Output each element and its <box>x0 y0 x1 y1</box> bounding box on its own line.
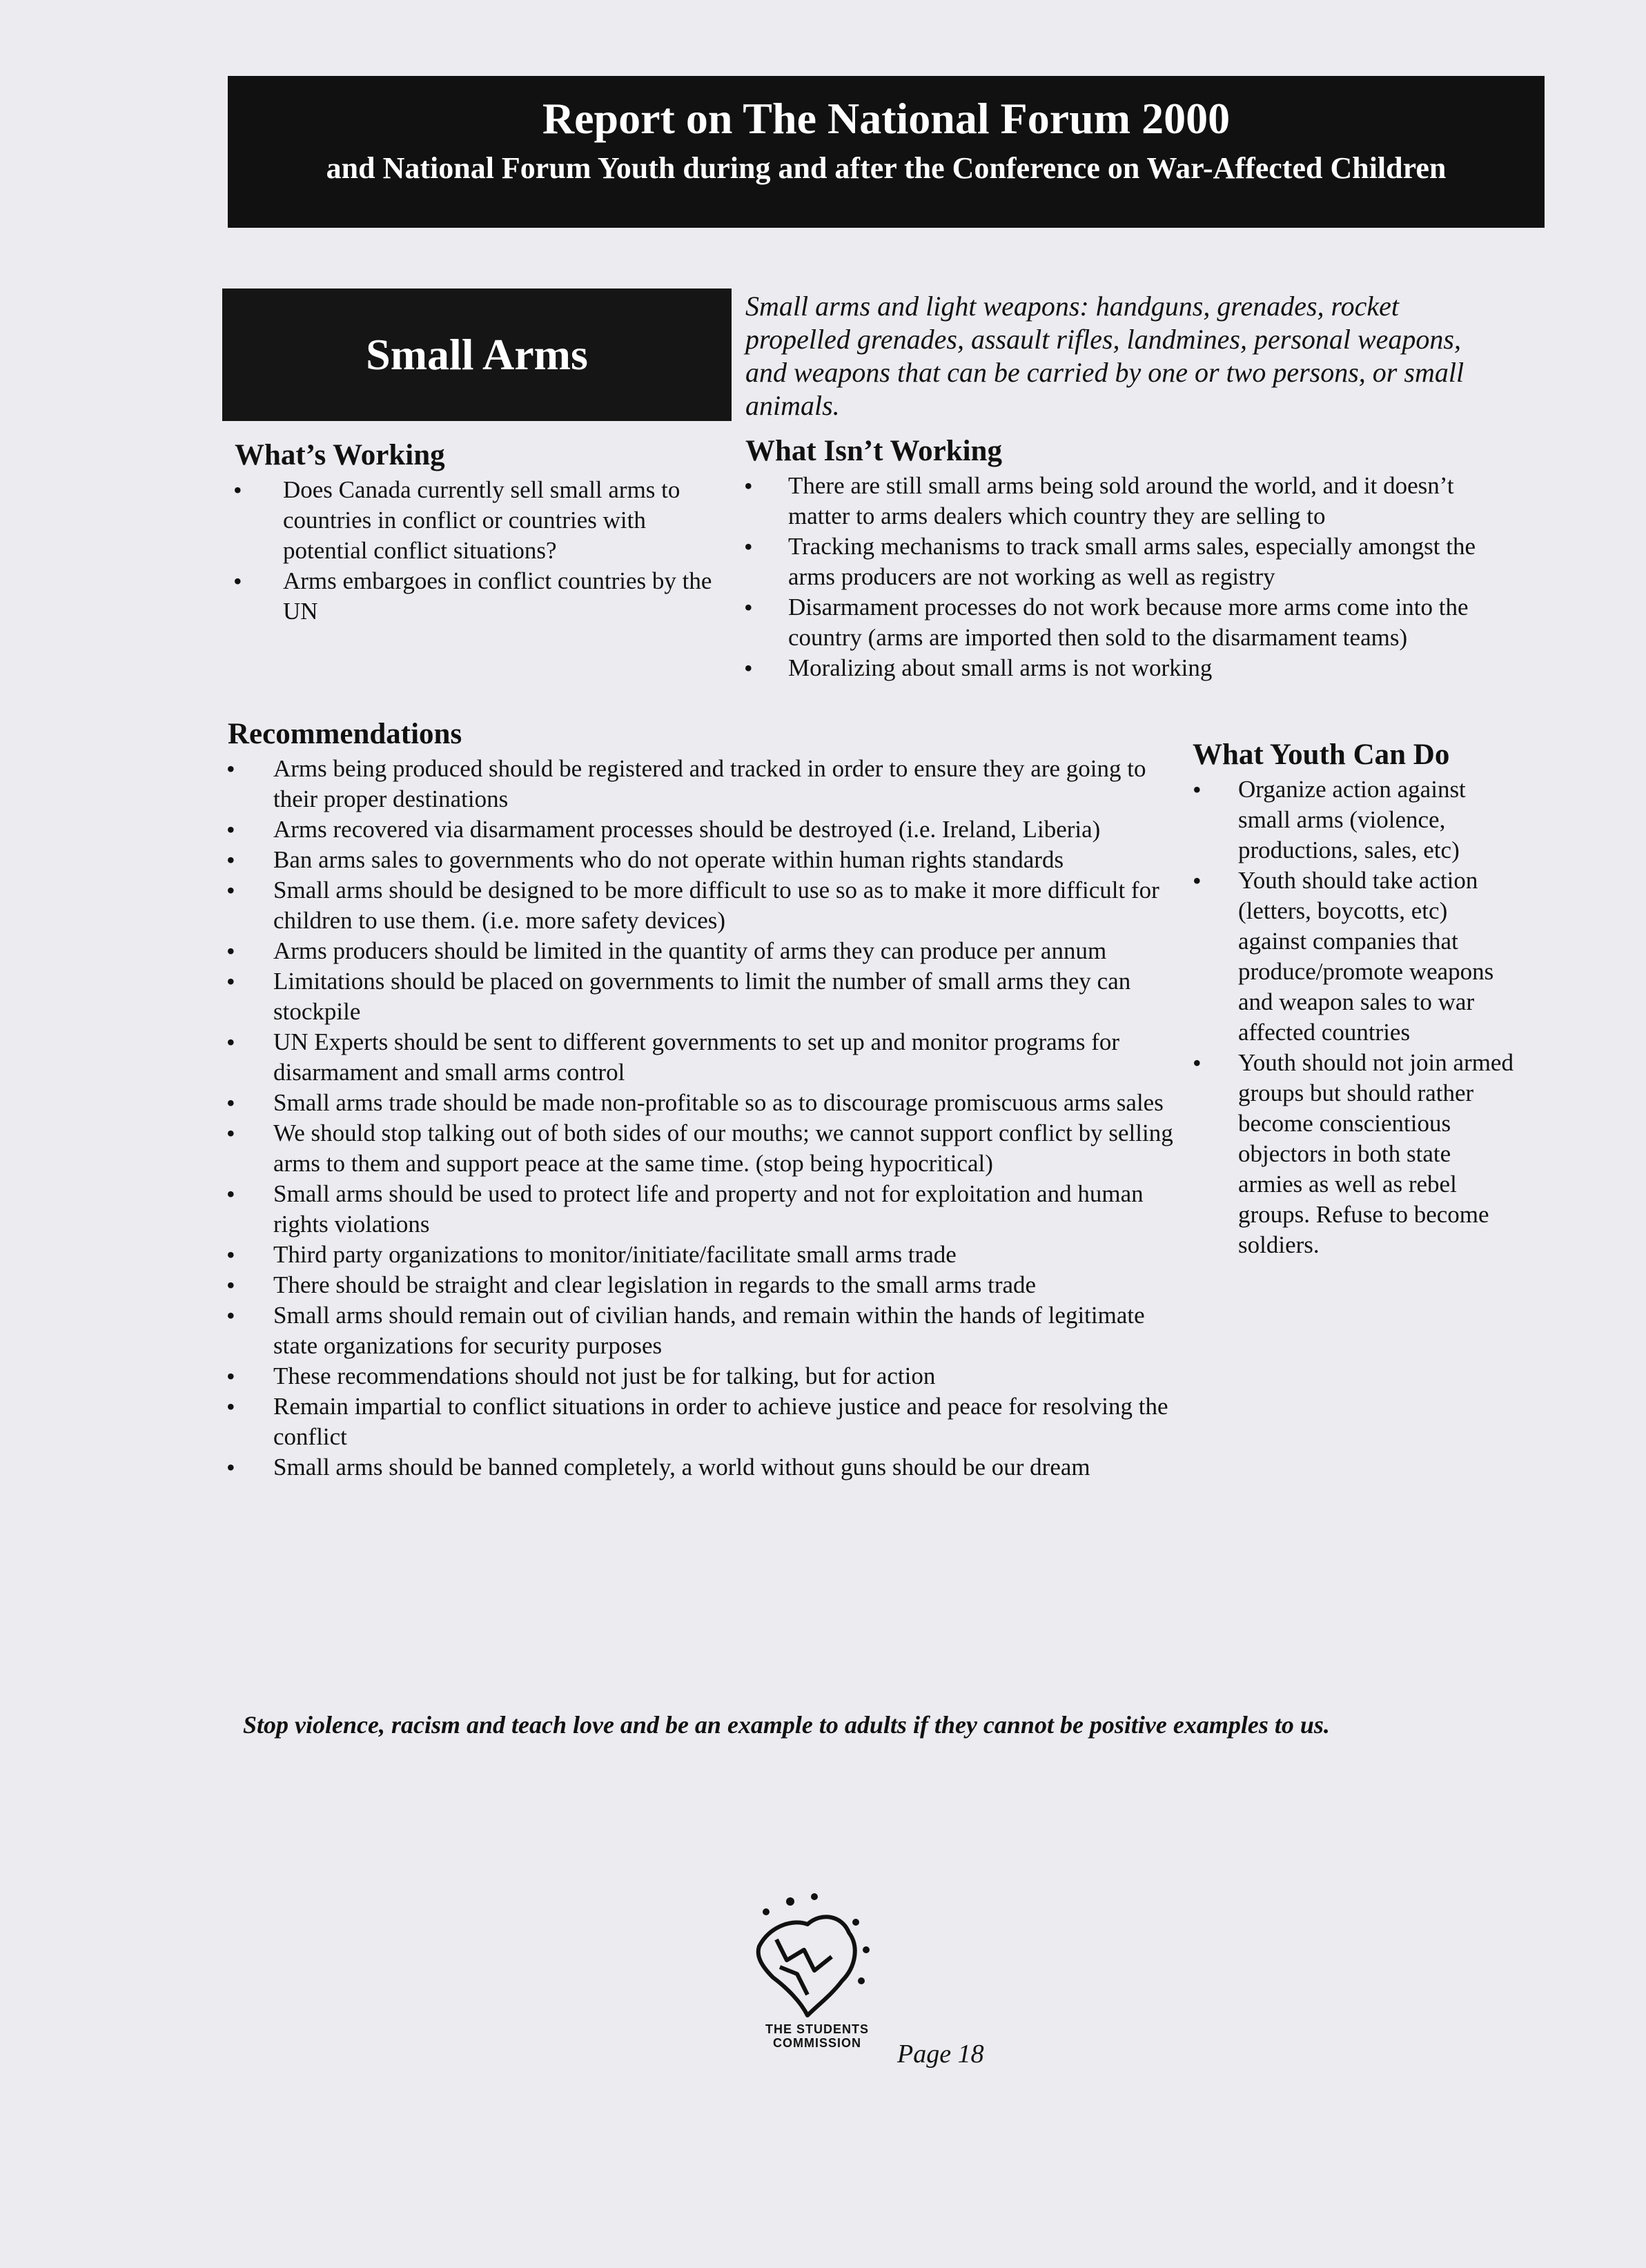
closing-statement: Stop violence, racism and teach love and be an example to adults if they cannot be positive examples to us. <box>243 1711 1330 1739</box>
list-item: • Does Canada currently sell small arms to countries in conflict or countries with potential conflict situations? <box>283 475 732 566</box>
whats-not-working-list <box>788 471 1518 683</box>
report-header <box>228 76 1545 228</box>
list-item: • Youth should take action (letters, boycotts, etc) against companies that produce/promote weapons and weapon sales to war affected countries <box>1238 866 1517 1048</box>
list-item: • Small arms should be used to protect life and property and not for exploitation and human rights violations <box>273 1179 1180 1240</box>
list-item: • Remain impartial to conflict situations in order to achieve justice and peace for resolving the conflict <box>273 1391 1180 1452</box>
logo-caption-line2: COMMISSION <box>772 2036 861 2050</box>
list-item: • These recommendations should not just be for talking, but for action <box>273 1361 1180 1391</box>
list-item: • Ban arms sales to governments who do not operate within human rights standards <box>273 845 1180 875</box>
list-item: • Small arms trade should be made non-profitable so as to discourage promiscuous arms sales <box>273 1088 1180 1118</box>
page-number: Page 18 <box>897 2040 984 2069</box>
logo-caption-line1: THE STUDENTS <box>765 2022 869 2036</box>
list-item: • Small arms should be banned completely, a world without guns should be our dream <box>273 1452 1180 1483</box>
list-item: • Moralizing about small arms is not working <box>788 653 1518 683</box>
recommendations-heading: Recommendations <box>228 718 462 750</box>
report-title: Report on The National Forum 2000 <box>542 94 1231 143</box>
intro-definition: Small arms and light weapons: handguns, grenades, rocket propelled grenades, assault rifles, landmines, personal weapons, and weapons that can be carried by one or two persons, or small animals. <box>745 291 1464 421</box>
report-subtitle: and National Forum Youth during and after the Conference on War-Affected Children <box>326 151 1447 185</box>
list-item: • Arms recovered via disarmament processes should be destroyed (i.e. Ireland, Liberia) <box>273 814 1180 845</box>
list-item: • Third party organizations to monitor/initiate/facilitate small arms trade <box>273 1240 1180 1270</box>
list-item: • There are still small arms being sold around the world, and it doesn’t matter to arms dealers which country they are selling to <box>788 471 1518 531</box>
list-item: • UN Experts should be sent to different governments to set up and monitor programs for disarmament and small arms control <box>273 1027 1180 1088</box>
whats-not-working-heading: What Isn’t Working <box>745 435 1002 467</box>
list-item: • Arms embargoes in conflict countries by the UN <box>283 566 732 627</box>
logo-caption <box>748 2022 886 2050</box>
list-item: • Limitations should be placed on governments to limit the number of small arms they can stockpile <box>273 966 1180 1027</box>
what-youth-can-do-section <box>1193 736 1517 1260</box>
whats-working-section <box>235 436 732 627</box>
list-item: • Youth should not join armed groups but should rather become conscientious objectors in both state armies as well as rebel groups. Refuse to become soldiers. <box>1238 1048 1517 1260</box>
section-title: Small Arms <box>222 289 732 421</box>
whats-working-list <box>283 475 732 627</box>
list-item: • Small arms should be designed to be more difficult to use so as to make it more difficult for children to use them. (i.e. more safety devices) <box>273 875 1180 936</box>
list-item: • Tracking mechanisms to track small arms sales, especially amongst the arms producers are not working as well as registry <box>788 531 1518 592</box>
recommendations-list <box>273 754 1180 1483</box>
list-item: • Arms producers should be limited in the quantity of arms they can produce per annum <box>273 936 1180 966</box>
whats-not-working-section <box>745 432 1518 683</box>
recommendations-section <box>228 715 1180 1483</box>
whats-working-heading: What’s Working <box>235 439 445 471</box>
list-item: • Small arms should remain out of civilian hands, and remain within the hands of legitimate state organizations for security purposes <box>273 1300 1180 1361</box>
what-youth-can-do-list <box>1238 774 1517 1260</box>
list-item: • We should stop talking out of both sides of our mouths; we cannot support conflict by selling arms to them and support peace at the same time. (stop being hypocritical) <box>273 1118 1180 1179</box>
list-item: • Disarmament processes do not work because more arms come into the country (arms are imported then sold to the disarmament teams) <box>788 592 1518 653</box>
list-item: • Organize action against small arms (violence, productions, sales, etc) <box>1238 774 1517 866</box>
list-item: • Arms being produced should be registered and tracked in order to ensure they are going to their proper destinations <box>273 754 1180 814</box>
what-youth-can-do-heading: What Youth Can Do <box>1193 739 1450 771</box>
list-item: • There should be straight and clear legislation in regards to the small arms trade <box>273 1270 1180 1300</box>
students-commission-logo-icon <box>738 1884 890 2029</box>
